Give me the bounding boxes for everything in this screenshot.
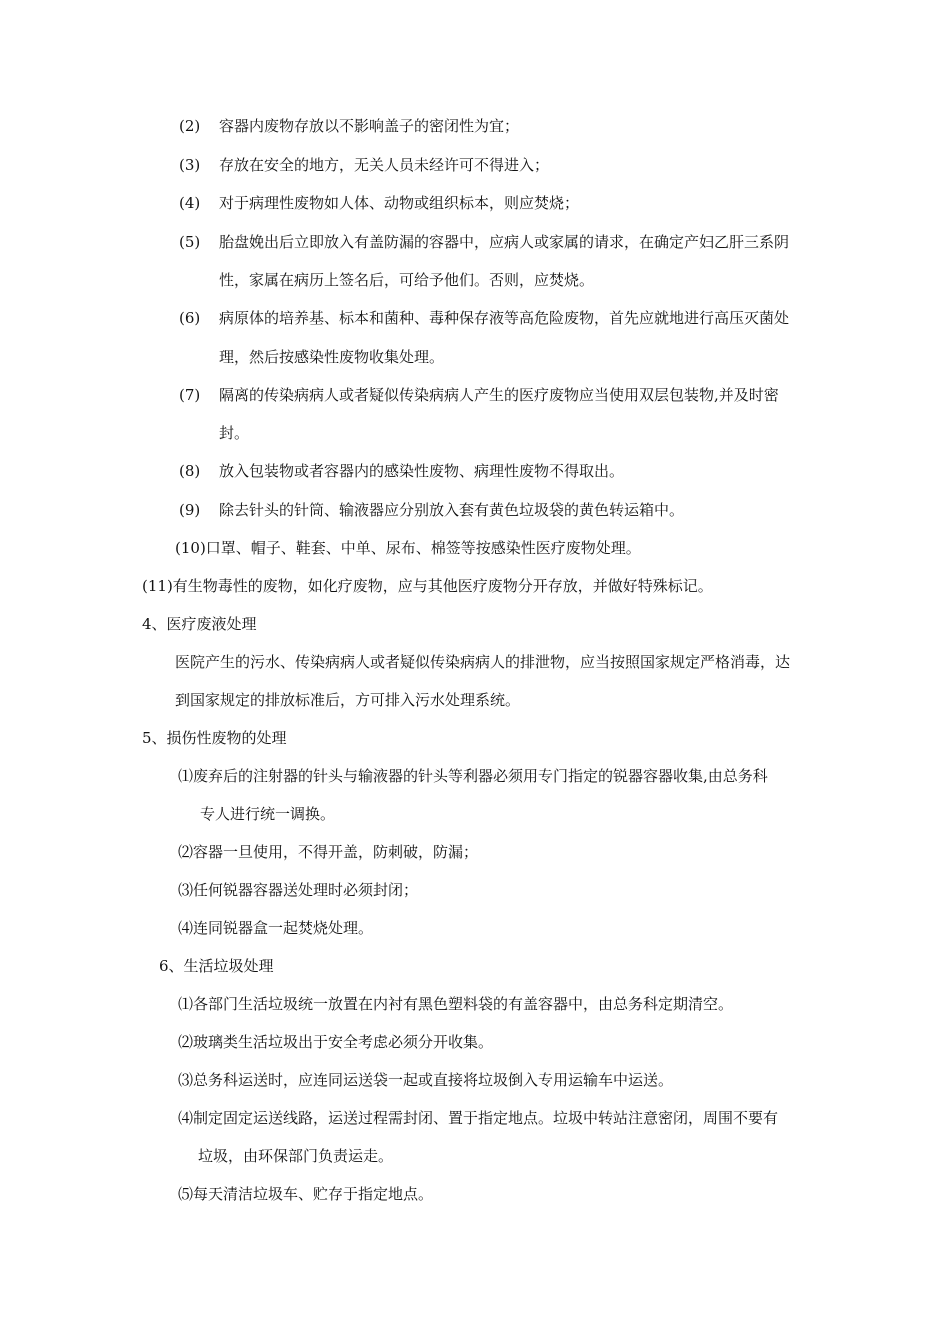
section-5-heading: 5、损伤性废物的处理 [142, 729, 287, 747]
section-5-item-1: ⑴废弃后的注射器的针头与输液器的针头等利器必须用专门指定的锐器容器收集,由总务科 [178, 767, 768, 785]
item-text: 隔离的传染病病人或者疑似传染病病人产生的医疗废物应当使用双层包装物,并及时密 [219, 386, 779, 404]
section-5-item-2: ⑵容器一旦使用，不得开盖，防刺破，防漏； [178, 843, 479, 861]
section-5-item-3: ⑶任何锐器容器送处理时必须封闭； [178, 881, 419, 899]
item-text: 胎盘娩出后立即放入有盖防漏的容器中，应病人或家属的请求，在确定产妇乙肝三系阴 [219, 233, 790, 251]
item-number: (3) [179, 156, 201, 174]
item-10: (10)口罩、帽子、鞋套、中单、尿布、棉签等按感染性医疗废物处理。 [175, 539, 641, 557]
section-6-item-4-continued: 垃圾，由环保部门负责运走。 [198, 1147, 394, 1165]
item-text-continued: 理，然后按感染性废物收集处理。 [219, 348, 445, 366]
section-5-item-1-continued: 专人进行统一调换。 [200, 805, 336, 823]
section-6-heading: 6、生活垃圾处理 [159, 957, 274, 975]
section-4-heading: 4、医疗废液处理 [142, 615, 257, 633]
section-6-item-4: ⑷制定固定运送线路，运送过程需封闭、置于指定地点。垃圾中转站注意密闭，周围不要有 [178, 1109, 779, 1127]
item-number: (8) [179, 462, 201, 480]
section-6-item-2: ⑵玻璃类生活垃圾出于安全考虑必须分开收集。 [178, 1033, 494, 1051]
item-text-continued: 封。 [219, 424, 250, 442]
item-text: 对于病理性废物如人体、动物或组织标本，则应焚烧； [219, 194, 580, 212]
item-number: (7) [179, 386, 201, 404]
item-text: 容器内废物存放以不影响盖子的密闭性为宜； [219, 117, 520, 135]
item-number: (9) [179, 501, 201, 519]
section-4-paragraph: 医院产生的污水、传染病病人或者疑似传染病病人的排泄物，应当按照国家规定严格消毒，达 [175, 653, 791, 671]
section-5-item-4: ⑷连同锐器盒一起焚烧处理。 [178, 919, 374, 937]
item-text: 病原体的培养基、标本和菌种、毒种保存液等高危险废物，首先应就地进行高压灭菌处 [219, 309, 790, 327]
section-4-paragraph-continued: 到国家规定的排放标准后，方可排入污水处理系统。 [175, 691, 521, 709]
item-number: (4) [179, 194, 201, 212]
item-text: 除去针头的针筒、输液器应分别放入套有黄色垃圾袋的黄色转运箱中。 [219, 501, 685, 519]
section-6-item-1: ⑴各部门生活垃圾统一放置在内衬有黑色塑料袋的有盖容器中，由总务科定期清空。 [178, 995, 734, 1013]
item-number: (5) [179, 233, 201, 251]
item-number: (6) [179, 309, 201, 327]
item-text-continued: 性，家属在病历上签名后，可给予他们。否则，应焚烧。 [219, 271, 595, 289]
item-text: 存放在安全的地方，无关人员未经许可不得进入； [219, 156, 550, 174]
section-6-item-3: ⑶总务科运送时，应连同运送袋一起或直接将垃圾倒入专用运输车中运送。 [178, 1071, 674, 1089]
item-11: (11)有生物毒性的废物，如化疗废物，应与其他医疗废物分开存放，并做好特殊标记。 [142, 577, 713, 595]
item-text: 放入包装物或者容器内的感染性废物、病理性废物不得取出。 [219, 462, 625, 480]
item-number: (2) [179, 117, 201, 135]
section-6-item-5: ⑸每天清洁垃圾车、贮存于指定地点。 [178, 1185, 434, 1203]
